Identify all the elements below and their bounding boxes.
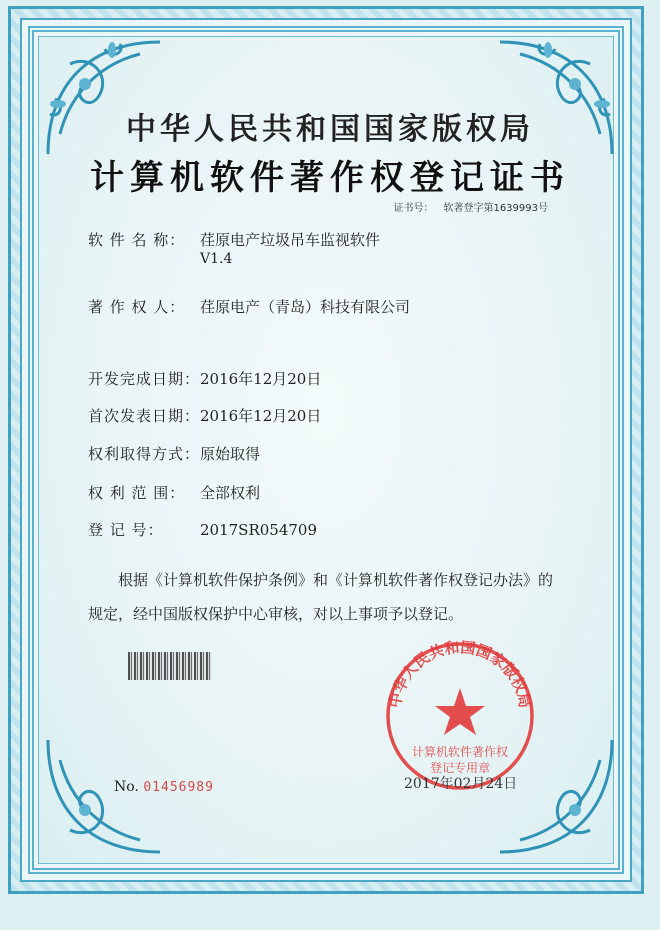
- field-acquisition-method: [88, 443, 260, 464]
- serial-prefix: No.: [114, 779, 139, 795]
- field-value: 荏原电产（青岛）科技有限公司: [200, 298, 411, 316]
- field-label: 权利取得方式：: [88, 445, 201, 463]
- cert-no-value: 软著登字第1639993号: [443, 203, 548, 214]
- software-version: V1.4: [200, 251, 233, 267]
- field-copyright-owner: [88, 296, 410, 317]
- field-registration-number: [88, 519, 317, 540]
- issuer-title: 中华人民共和国国家版权局: [126, 112, 534, 147]
- field-label: 开发完成日期：: [88, 370, 201, 388]
- serial-value: 01456989: [143, 780, 214, 795]
- certificate-number: [393, 199, 548, 214]
- statement-line-2: 规定，经中国版权保护中心审核，对以上事项予以登记。: [88, 605, 464, 623]
- seal-inner-line-2: 登记专用章: [429, 761, 491, 775]
- field-label: 权 利 范 围：: [88, 484, 186, 502]
- field-value: 荏原电产垃圾吊车监视软件: [200, 231, 381, 249]
- issue-date: 2017年02月24日: [404, 776, 518, 792]
- field-value: 2016年12月20日: [200, 407, 322, 425]
- field-value: 原始取得: [200, 445, 261, 463]
- field-publication-date: [88, 405, 321, 426]
- field-label: 首次发表日期：: [88, 407, 201, 425]
- statement-paragraph: [88, 563, 588, 631]
- barcode: [128, 652, 212, 680]
- field-value: 2017SR054709: [200, 521, 318, 539]
- field-value: 全部权利: [200, 484, 261, 502]
- cert-no-label: 证书号：: [393, 203, 434, 214]
- certificate-title: 计算机软件著作权登记证书: [90, 158, 570, 198]
- field-software-name: [88, 229, 380, 250]
- seal-inner-line-1: 计算机软件著作权: [411, 745, 509, 759]
- field-label: 软 件 名 称：: [88, 231, 186, 249]
- field-rights-scope: [88, 482, 260, 503]
- corner-ornament-icon: [30, 720, 180, 870]
- field-value: 2016年12月20日: [200, 370, 322, 388]
- serial-number: [114, 779, 214, 795]
- seal-ring-text: 中华人民共和国国家版权局: [385, 638, 535, 710]
- field-completion-date: [88, 368, 321, 389]
- field-label: 著 作 权 人：: [88, 298, 186, 316]
- official-seal-icon: [380, 636, 540, 796]
- statement-line-1: 根据《计算机软件保护条例》和《计算机软件著作权登记办法》的: [118, 571, 554, 589]
- field-label: 登 记 号：: [88, 521, 164, 539]
